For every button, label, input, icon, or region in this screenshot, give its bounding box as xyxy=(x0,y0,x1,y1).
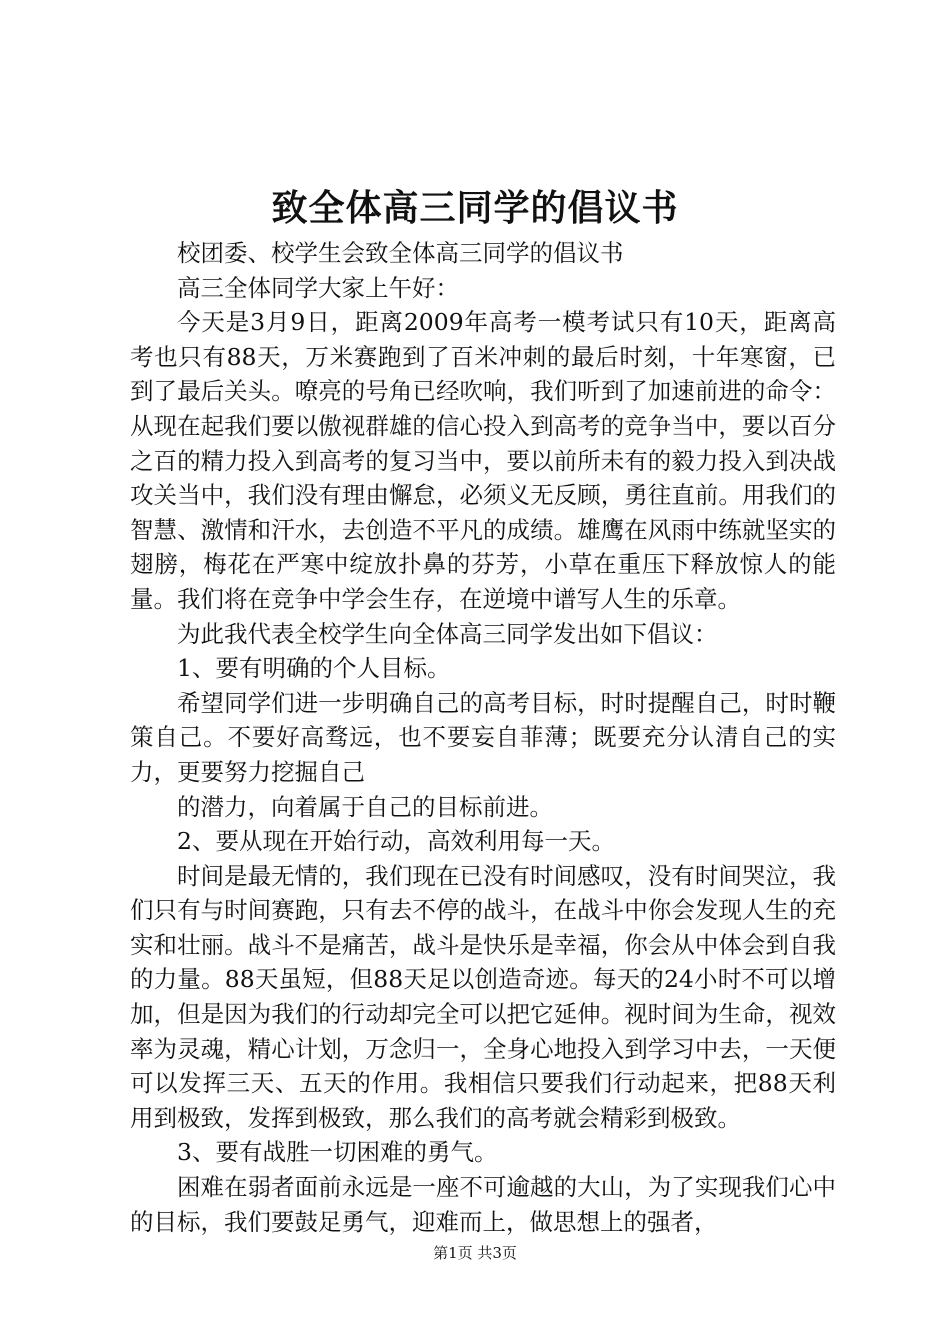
paragraph-point-2-title: 2、要从现在开始行动，高效利用每一天。 xyxy=(177,827,615,856)
paragraph-point-1-continued: 的潜力，向着属于自己的目标前进。 xyxy=(177,792,553,821)
paragraph-heading: 校团委、校学生会致全体高三同学的倡议书 xyxy=(177,239,624,267)
document-title: 致全体高三同学的倡议书 xyxy=(271,187,679,229)
paragraph-point-2-body: 时间是最无情的，我们现在已没有时间感叹，没有时间哭泣，我们只有与时间赛跑，只有去不停的战斗，在战斗中你会发现人生的充实和壮丽。战斗不是痛苦，战斗是快乐是幸福，你会从中体会到自我的力量。88天虽短，但88天足以创造奇迹。每天的24小时不可以增加，但是因为我们的行动却完全可以把它延伸。视时间为生命，视效率为灵魂，精心计划，万念归一，全身心地投入到学习中去，一天便可以发挥三天、五天的作用。我相信只要我们行动起来，把88天利用到极致，发挥到极致，那么我们的高考就会精彩到极致。 xyxy=(130,861,836,1132)
page-number-footer: 第1页 共3页 xyxy=(433,1244,517,1262)
paragraph-point-1-body: 希望同学们进一步明确自己的高考目标，时时提醒自己，时时鞭策自己。不要好高骛远，也不要妄自菲薄；既要充分认清自己的实力，更要努力挖掘自己 xyxy=(130,688,836,786)
paragraph-point-3-title: 3、要有战胜一切困难的勇气。 xyxy=(177,1138,498,1167)
paragraph-greeting: 高三全体同学大家上午好： xyxy=(177,273,459,302)
paragraph-point-3-body: 困难在弱者面前永远是一座不可逾越的大山，为了实现我们心中的目标，我们要鼓足勇气，迎难而上，做思想上的强者， xyxy=(130,1173,836,1236)
paragraph-point-1-title: 1、要有明确的个人目标。 xyxy=(177,654,451,683)
paragraph-proposal-lead: 为此我代表全校学生向全体高三同学发出如下倡议： xyxy=(177,619,718,648)
paragraph-intro: 今天是3月9日，距离2009年高考一模考试只有10天，距离高考也只有88天，万米赛跑到了百米冲刺的最后时刻，十年寒窗，已到了最后关头。嘹亮的号角已经吹响，我们听到了加速前进的命令：从现在起我们要以傲视群雄的信心投入到高考的竞争当中，要以百分之百的精力投入到高考的复习当中，要以前所未有的毅力投入到决战攻关当中，我们没有理由懈怠，必须义无反顾，勇往直前。用我们的智慧、激情和汗水，去创造不平凡的成绩。雄鹰在风雨中练就坚实的翅膀，梅花在严寒中绽放扑鼻的芬芳，小草在重压下释放惊人的能量。我们将在竞争中学会生存，在逆境中谱写人生的乐章。 xyxy=(130,308,836,613)
document-body xyxy=(130,236,836,1239)
